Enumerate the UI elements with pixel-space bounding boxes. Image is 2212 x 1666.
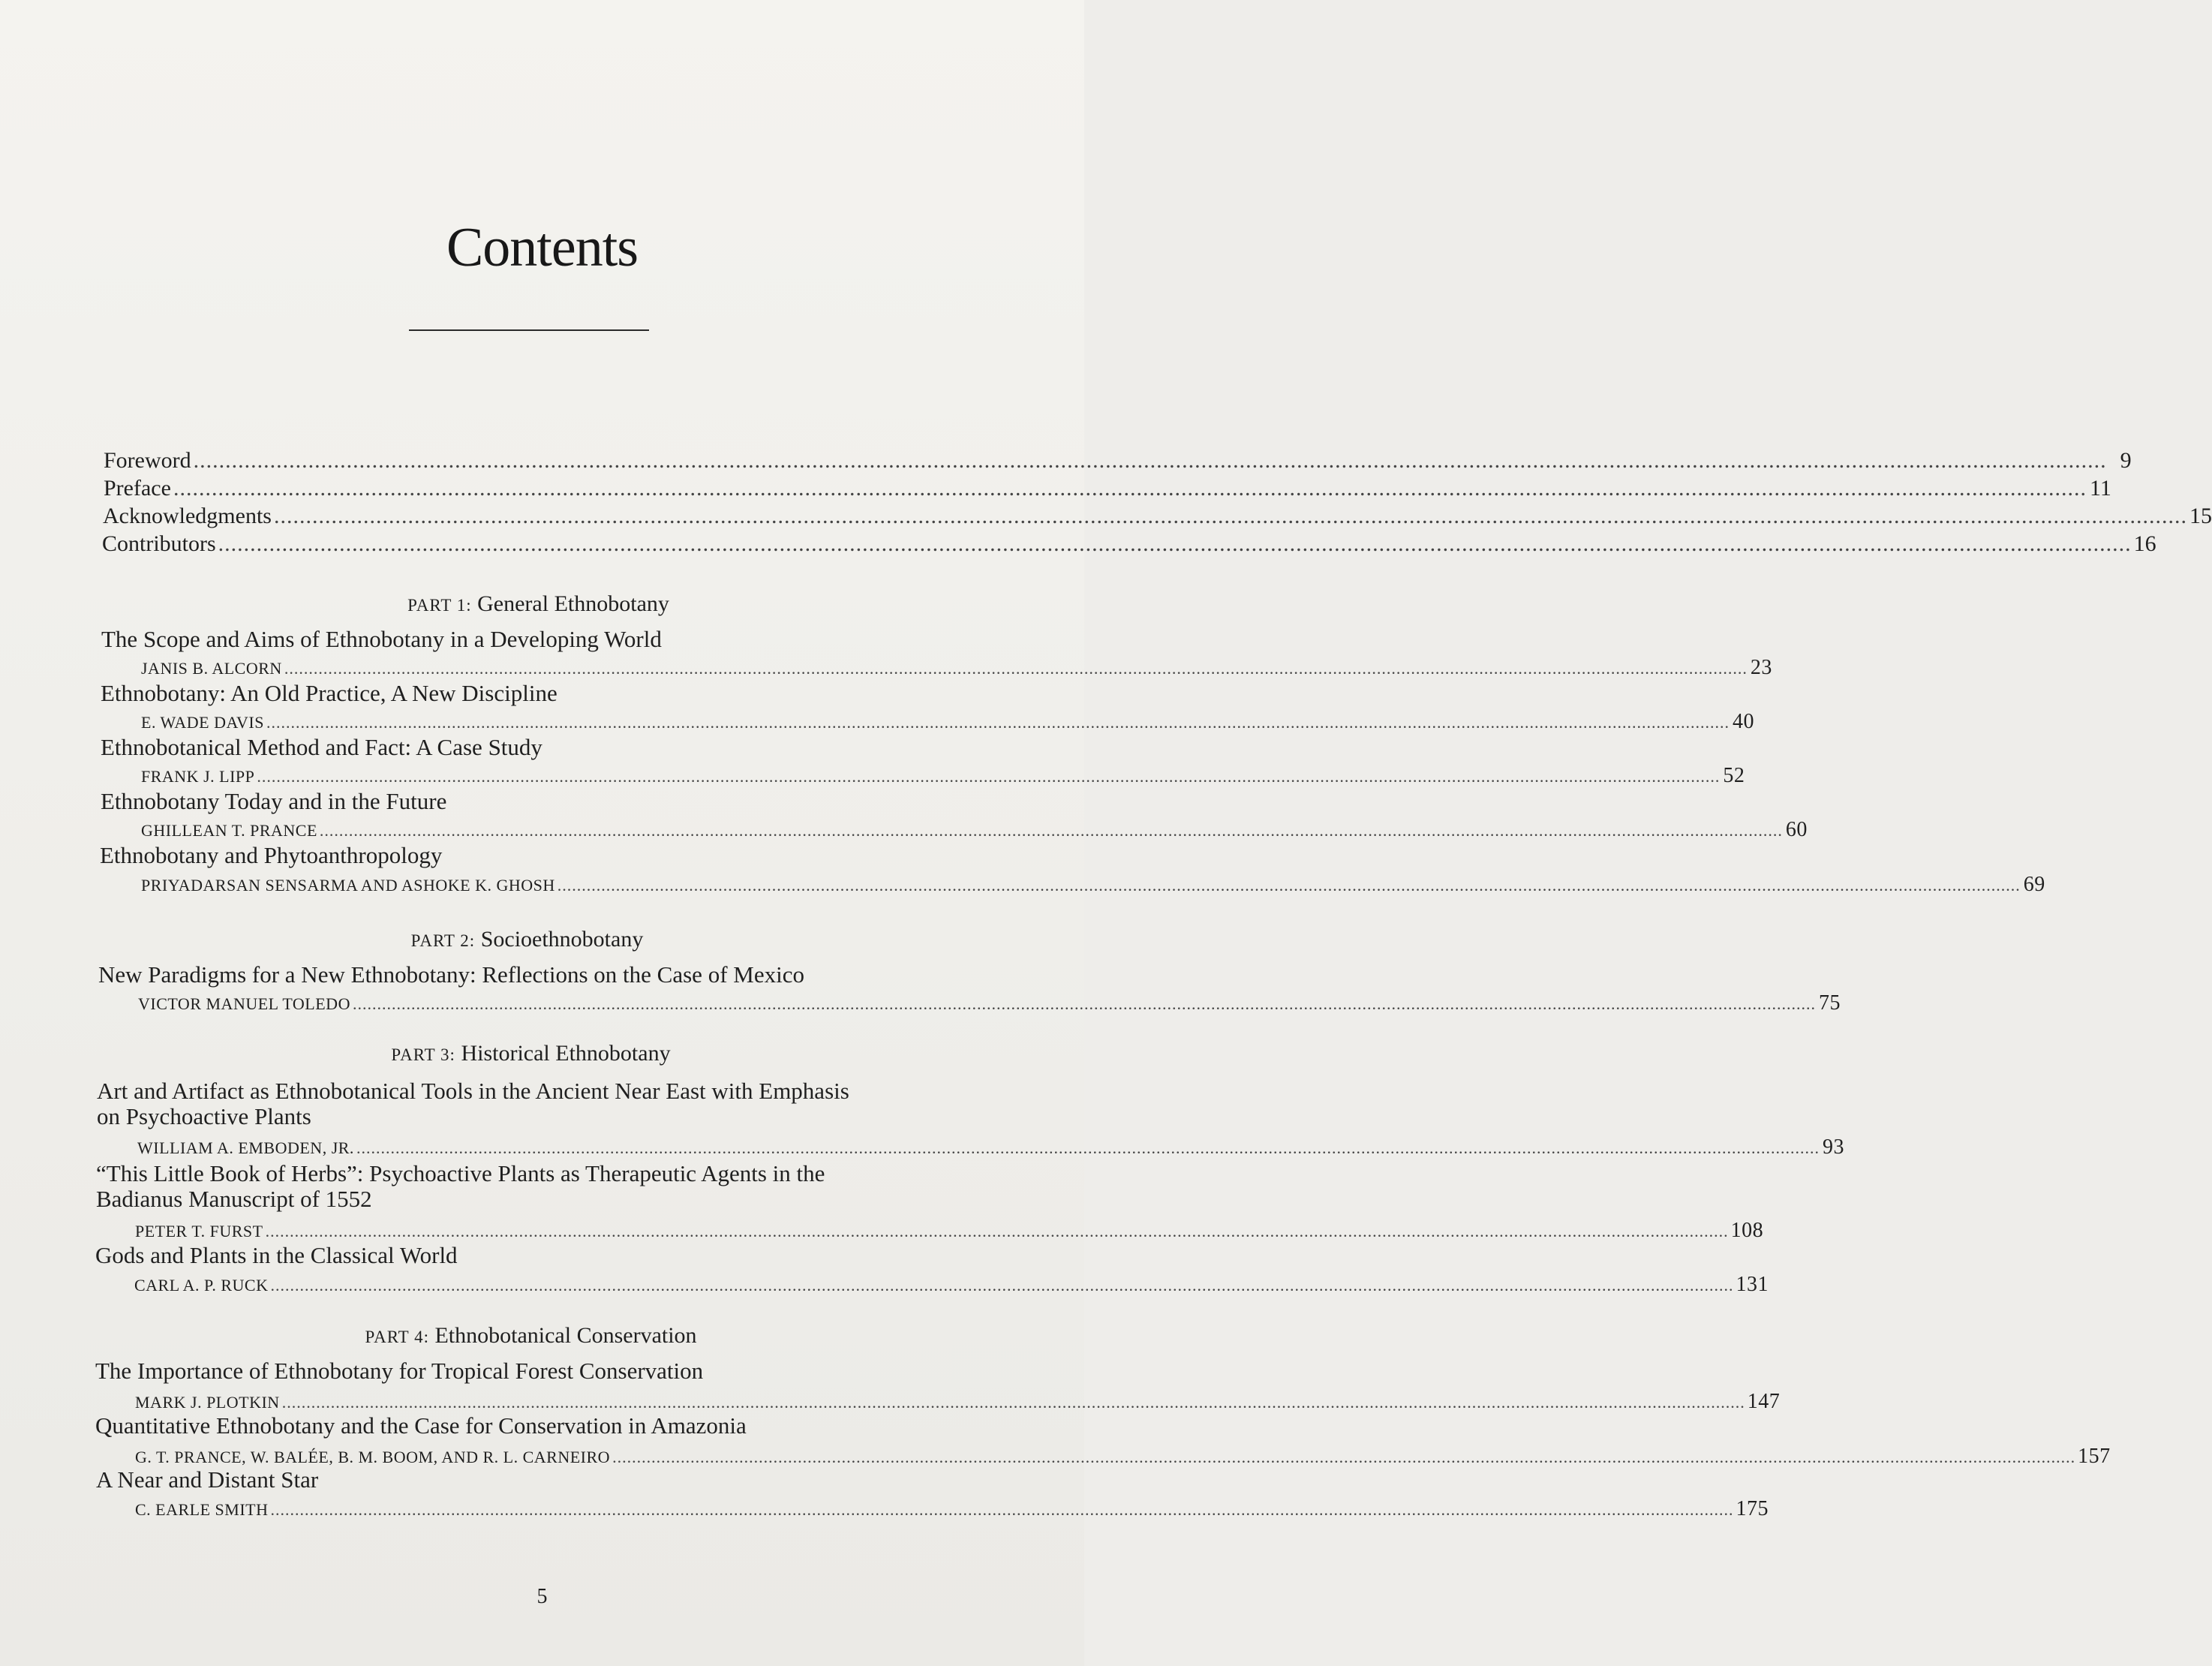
part-prefix: PART 4: xyxy=(365,1328,429,1346)
part-name: General Ethnobotany xyxy=(477,591,669,616)
leader-dots: ............................................................................................................................................................................................................................................................................................................ xyxy=(319,821,1783,840)
entry-title-continued: Badianus Manuscript of 1552 xyxy=(96,1186,372,1212)
entry-author: FRANK J. LIPP xyxy=(141,767,255,786)
entry-title: “This Little Book of Herbs”: Psychoactive Plants as Therapeutic Agents in the xyxy=(96,1160,825,1186)
front-item-contributors xyxy=(102,531,2156,557)
entry-author: GHILLEAN T. PRANCE xyxy=(141,821,317,840)
leader-dots: ............................................................................................................................................................................................................................................................................................................ xyxy=(193,448,2107,473)
part-prefix: PART 2: xyxy=(410,931,476,950)
entry-title: The Scope and Aims of Ethnobotany in a Developing World xyxy=(101,626,662,652)
page-number: 108 xyxy=(1730,1219,1764,1242)
leader-dots: ............................................................................................................................................................................................................................................................................................................ xyxy=(284,659,1748,678)
entry-title: Ethnobotanical Method and Fact: A Case Study xyxy=(101,734,542,760)
entry-title: Art and Artifact as Ethnobotanical Tools in the Ancient Near East with Emphasis xyxy=(97,1078,849,1104)
leader-dots: ............................................................................................................................................................................................................................................................................................................ xyxy=(257,767,1721,786)
page-number: 93 xyxy=(1822,1135,1844,1159)
entry-author: PRIYADARSAN SENSARMA AND ASHOKE K. GHOSH xyxy=(141,876,555,895)
front-item-label: Foreword xyxy=(104,448,191,473)
entry-author: MARK J. PLOTKIN xyxy=(135,1393,280,1412)
page-number: 175 xyxy=(1736,1497,1769,1520)
leader-dots: ............................................................................................................................................................................................................................................................................................................ xyxy=(270,1500,1734,1519)
entry-title: Ethnobotany Today and in the Future xyxy=(101,788,447,814)
part-name: Historical Ethnobotany xyxy=(461,1041,671,1066)
part-name: Socioethnobotany xyxy=(480,927,644,952)
entry-title: Quantitative Ethnobotany and the Case for Conservation in Amazonia xyxy=(95,1412,747,1439)
entry-title-continued: on Psychoactive Plants xyxy=(97,1103,311,1129)
entry-author: JANIS B. ALCORN xyxy=(141,659,282,678)
part-heading-2 xyxy=(0,927,1069,952)
front-item-label: Preface xyxy=(104,476,171,501)
entry-author: CARL A. P. RUCK xyxy=(134,1276,269,1295)
leader-dots: ............................................................................................................................................................................................................................................................................................................ xyxy=(356,1138,1820,1157)
entry-author-line xyxy=(141,873,2045,897)
leader-dots: ............................................................................................................................................................................................................................................................................................................ xyxy=(173,476,2087,501)
entry-title: Gods and Plants in the Classical World xyxy=(95,1242,458,1268)
entry-author-line xyxy=(135,1219,1764,1243)
front-item-label: Contributors xyxy=(102,531,216,556)
page-number: 157 xyxy=(2078,1445,2111,1468)
entry-author: WILLIAM A. EMBODEN, JR. xyxy=(137,1138,354,1157)
leader-dots: ............................................................................................................................................................................................................................................................................................................ xyxy=(612,1448,2076,1466)
page-number: 75 xyxy=(1818,991,1841,1015)
entry-author-line xyxy=(135,1390,1781,1414)
page-number: 40 xyxy=(1732,710,1754,733)
part-heading-3 xyxy=(0,1041,1073,1066)
front-item-acknowledgments xyxy=(103,504,2212,529)
page-folio: 5 xyxy=(536,1585,548,1608)
leader-dots: ............................................................................................................................................................................................................................................................................................................ xyxy=(281,1393,1745,1412)
leader-dots: ............................................................................................................................................................................................................................................................................................................ xyxy=(352,994,1816,1013)
leader-dots: ............................................................................................................................................................................................................................................................................................................ xyxy=(270,1276,1734,1295)
front-item-label: Acknowledgments xyxy=(103,504,272,528)
page-title: Contents xyxy=(446,217,639,278)
page-number: 16 xyxy=(2133,531,2156,556)
title-rule xyxy=(409,329,649,331)
leader-dots: ............................................................................................................................................................................................................................................................................................................ xyxy=(265,1222,1729,1240)
entry-author-line xyxy=(138,991,1841,1015)
front-item-preface xyxy=(104,476,2111,501)
page-number: 23 xyxy=(1750,656,1772,679)
leader-dots: ............................................................................................................................................................................................................................................................................................................ xyxy=(218,531,2132,556)
entry-title: The Importance of Ethnobotany for Tropical Forest Conservation xyxy=(95,1358,704,1384)
entry-author-line xyxy=(141,656,1772,680)
entry-author: C. EARLE SMITH xyxy=(135,1500,269,1519)
page-number: 52 xyxy=(1723,764,1745,787)
part-heading-4 xyxy=(0,1323,1073,1349)
entry-author: PETER T. FURST xyxy=(135,1222,263,1240)
page-number: 15 xyxy=(2189,504,2212,528)
entry-title: Ethnobotany and Phytoanthropology xyxy=(100,842,443,868)
front-item-foreword xyxy=(104,448,2132,474)
entry-author-line xyxy=(134,1273,1769,1297)
page-number: 131 xyxy=(1736,1273,1769,1296)
page-number: 69 xyxy=(2023,873,2045,896)
entry-author: G. T. PRANCE, W. BALÉE, B. M. BOOM, AND R. L. CARNEIRO xyxy=(135,1448,611,1466)
entry-author-line xyxy=(135,1445,2111,1469)
part-prefix: PART 3: xyxy=(391,1045,455,1064)
entry-author-line xyxy=(137,1135,1844,1159)
part-prefix: PART 1: xyxy=(407,596,472,615)
page-number: 60 xyxy=(1785,818,1808,841)
entry-title: A Near and Distant Star xyxy=(96,1466,319,1493)
leader-dots: ............................................................................................................................................................................................................................................................................................................ xyxy=(266,713,1730,732)
entry-title: Ethnobotany: An Old Practice, A New Discipline xyxy=(101,680,558,706)
entry-author-line xyxy=(135,1497,1769,1521)
page-number: 11 xyxy=(2090,476,2111,501)
leader-dots: ............................................................................................................................................................................................................................................................................................................ xyxy=(273,504,2187,528)
part-name: Ethnobotanical Conservation xyxy=(434,1323,697,1348)
entry-title: New Paradigms for a New Ethnobotany: Reflections on the Case of Mexico xyxy=(98,961,804,988)
entry-author-line xyxy=(141,764,1745,788)
entry-author: E. WADE DAVIS xyxy=(141,713,264,732)
leader-dots: ............................................................................................................................................................................................................................................................................................................ xyxy=(557,876,2021,895)
page-number: 147 xyxy=(1747,1390,1781,1413)
page-number: 9 xyxy=(2120,448,2132,473)
entry-author-line xyxy=(141,818,1808,842)
entry-author: VICTOR MANUEL TOLEDO xyxy=(138,994,350,1013)
part-heading-1 xyxy=(0,591,1080,617)
entry-author-line xyxy=(141,710,1754,734)
